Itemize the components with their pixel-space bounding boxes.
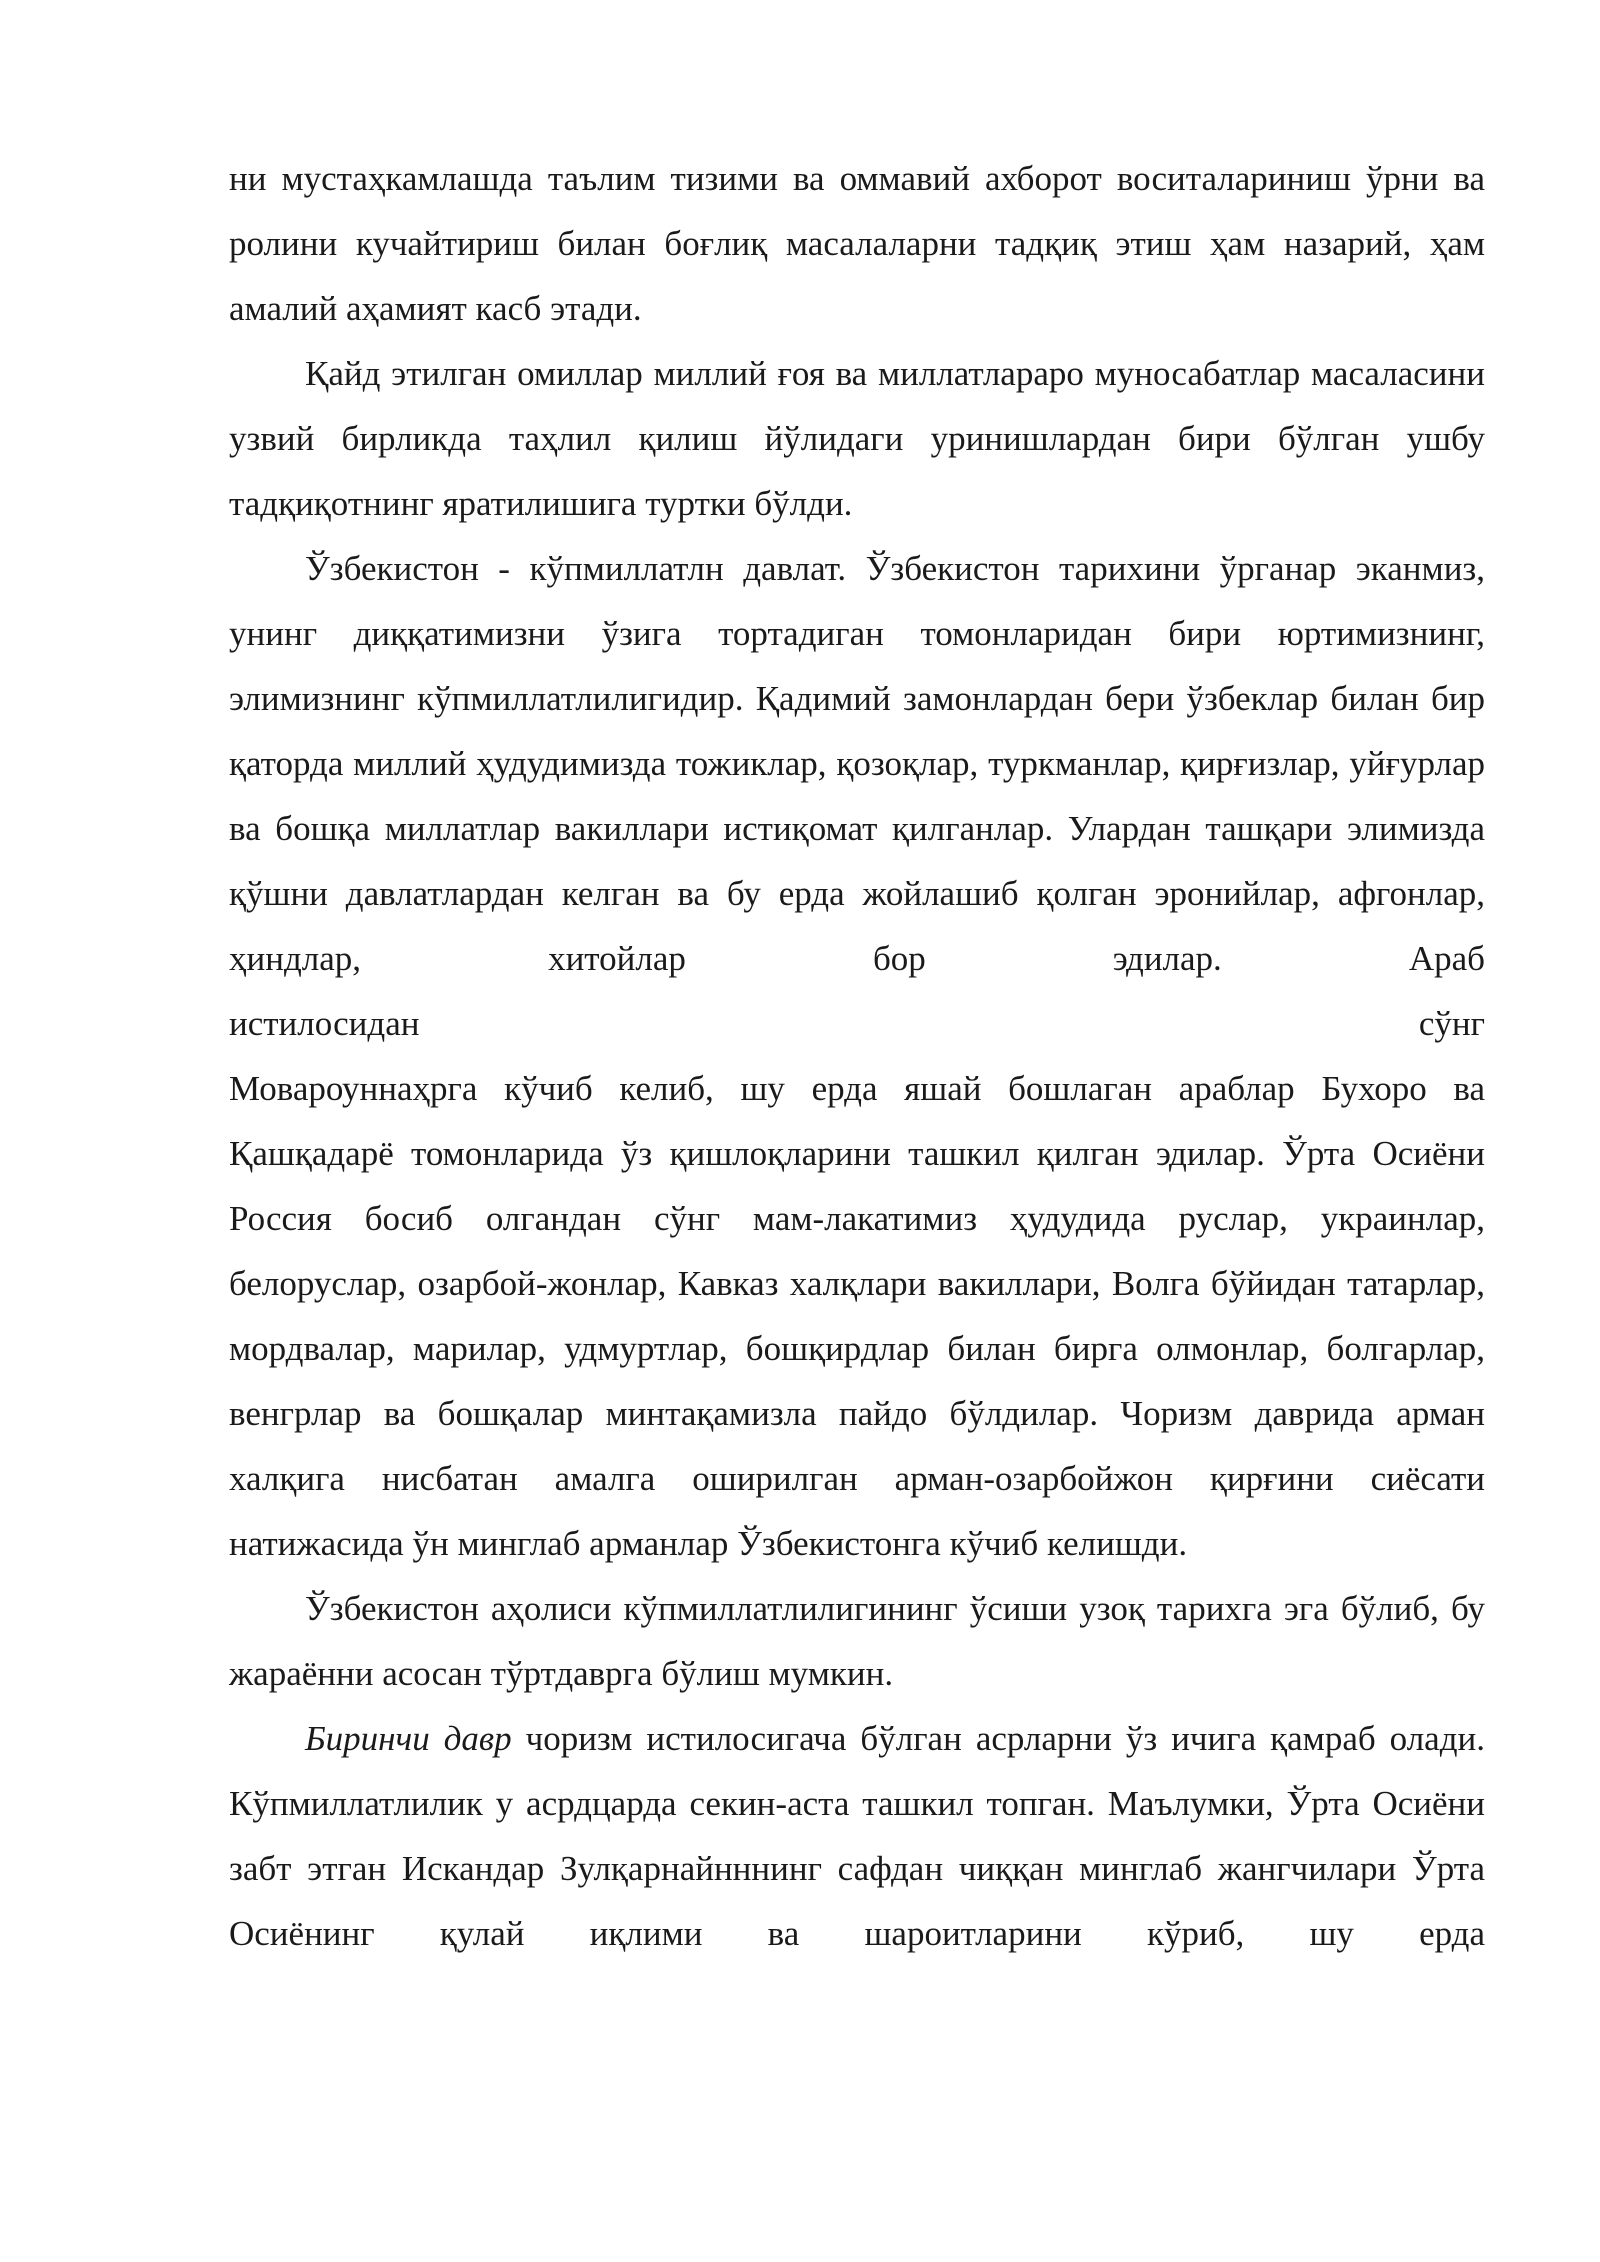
paragraph-2 [229,341,1485,536]
paragraph-5 [229,1706,1485,1966]
paragraph-4 [229,1576,1485,1706]
paragraph-1 [229,146,1485,341]
paragraph-3-text-b: истилосидан сўнг [229,1004,1485,1043]
paragraph-4-text: Ўзбекистон аҳолиси кўпмиллатлилигининг ўсиши узоқ тарихга эга бўлиб, бу жараённи асосан тўртдаврга бўлиш мумкин. [229,1589,1485,1693]
body-text [229,146,1485,1966]
paragraph-3-text-a: Ўзбекистон - кўпмиллатлн давлат. Ўзбекистон тарихини ўрганар эканмиз, унинг диққатимизни ўзига тортадиган томонларидан бири юртимизнинг, элимизнинг кўпмиллатлилигидир. Қадимий замонлардан бери ўзбеклар билан бир қаторда миллий ҳудудимизда тожиклар, қозоқлар, туркманлар, қирғизлар, уйғурлар ва бошқа миллатлар вакиллари истиқомат қилганлар. Улардан ташқари элимизда қўшни давлатлардан келган ва бу ерда жойлашиб қолган эронийлар, афгонлар, ҳиндлар, хитойлар бор эдилар. Араб [229,549,1485,978]
paragraph-1-text: ни мустаҳкамлашда таълим тизими ва оммавий ахборот воситалариниш ўрни ва ролини кучайтириш билан боғлиқ масалаларни тадқиқ этиш ҳам назарий, ҳам амалий аҳамият касб этади. [229,159,1485,328]
paragraph-5-italic-lead: Биринчи давр [305,1719,512,1758]
paragraph-2-text: Қайд этилган омиллар миллий ғоя ва миллатлараро муносабатлар масаласини узвий бирликда таҳлил қилиш йўлидаги уринишлардан бири бўлган ушбу тадқиқотнинг яратилишига туртки бўлди. [229,354,1485,523]
paragraph-5-text: чоризм истилосигача бўлган асрларни ўз ичига қамраб олади. Кўпмиллатлилик у асрдцарда секин-аста ташкил топган. Маълумки, Ўрта Осиёни забт этган Искандар Зулқарнайнннинг сафдан чиққан минглаб жангчилари Ўрта Осиёнинг қулай иқлими ва шароитларини кўриб, шу ерда [229,1719,1485,1953]
paragraph-3-text-c: Мовароуннаҳрга кўчиб келиб, шу ерда яшай бошлаган араблар Бухоро ва Қашқадарё томонларида ўз қишлоқларини ташкил қилган эдилар. Ўрта Осиёни Россия босиб олгандан сўнг мам-лакатимиз ҳудудида руслар, украинлар, белоруслар, озарбой-жонлар, Кавказ халқлари вакиллари, Волга бўйидан татарлар, мордвалар, марилар, удмуртлар, бошқирдлар билан бирга олмонлар, болгарлар, венгрлар ва бошқалар минтақамизла пайдо бўлдилар. Чоризм даврида арман халқига нисбатан амалга оширилган арман-озарбойжон қирғини сиёсати натижасида ўн минглаб арманлар Ўзбекистонга кўчиб келишди. [229,1069,1485,1563]
paragraph-3 [229,536,1485,1576]
